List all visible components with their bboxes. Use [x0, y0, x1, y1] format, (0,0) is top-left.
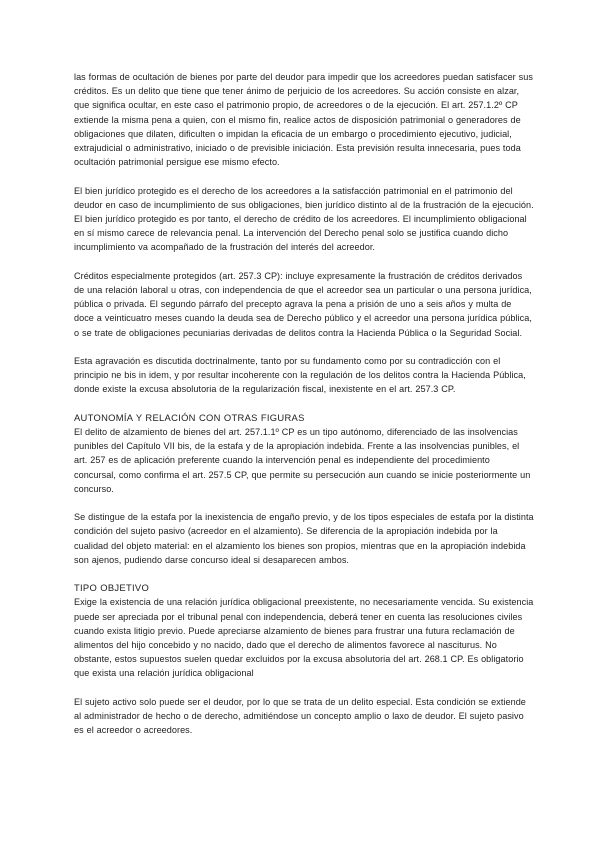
- document-page: [74, 70, 534, 752]
- paragraph-tipo-autonomo: El delito de alzamiento de bienes del art. 257.1.1º CP es un tipo autónomo, diferenciado de las insolvencias punibles del Capítulo VII bis, de la estafa y de la apropiación indebida. Frente a las insolvencias punibles, el art. 257 es de aplicación preferente cuando la intervención penal es independiente del procedimiento concursal, como confirma el art. 257.5 CP, que permite su persecución aun cuando se inicie posteriormente un concurso.: [74, 427, 531, 494]
- heading-tipo-objetivo: TIPO OBJETIVO: [74, 582, 150, 594]
- paragraph-ocultacion: las formas de ocultación de bienes por parte del deudor para impedir que los acreedores puedan satisfacer sus créditos. Es un delito que tiene que tener ánimo de perjuicio de los acreedores. Su acción consiste en alzar, que significa ocultar, en este caso el patrimonio propio, de acreedores o de la ejecución. El art. 257.1.2º CP extiende la misma pena a quien, con el mismo fin, realice actos de disposición patrimonial o generadores de obligaciones que dilaten, dificulten o impidan la eficacia de un embargo o procedimiento ejecutivo, judicial, extrajudicial o administrativo, iniciado o de previsible iniciación. Esta previsión resulta innecesaria, pues toda ocultación patrimonial persigue ese mismo efecto.: [74, 72, 533, 168]
- paragraph-distincion-estafa: Se distingue de la estafa por la inexistencia de engaño previo, y de los tipos especiales de estafa por la distinta condición del sujeto pasivo (acreedor en el alzamiento). Se diferencia de la apropiación indebida por la cualidad del objeto material: en el alzamiento los bienes son propios, mientras que en la apropiación indebida son ajenos, pudiendo darse concurso ideal si desaparecen ambos.: [74, 512, 534, 565]
- paragraph-bien-juridico: El bien jurídico protegido es el derecho de los acreedores a la satisfacción patrimonial en el patrimonio del deudor en caso de incumplimiento de sus obligaciones, bien jurídico distinto al de la frustración de la ejecución. El bien jurídico protegido es por tanto, el derecho de crédito de los acreedores. El incumplimiento obligacional en sí mismo carece de relevancia penal. La intervención del Derecho penal solo se justifica cuando dicho incumplimiento va acompañado de la frustración del interés del acreedor.: [74, 185, 534, 253]
- paragraph-creditos-protegidos: Créditos especialmente protegidos (art. 257.3 CP): incluye expresamente la frustración de créditos derivados de una relación laboral u otras, con independencia de que el acreedor sea un particular o una persona jurídica, pública o privada. El segundo párrafo del precepto agrava la pena a prisión de uno a seis años y multa de doce a veinticuatro meses cuando la deuda sea de Derecho público y el acreedor una persona jurídica pública, o se trate de obligaciones pecuniarias derivadas de delitos contra la Hacienda Pública o la Seguridad Social.: [74, 270, 532, 338]
- paragraph-agravacion: Esta agravación es discutida doctrinalmente, tanto por su fundamento como por su contradicción con el principio ne bis in idem, y por resultar incoherente con la regulación de los delitos contra la Hacienda Pública, donde existe la excusa absolutoria de la regularización fiscal, inexistente en el art. 257.3 CP.: [74, 356, 526, 395]
- heading-autonomia: AUTONOMÍA Y RELACIÓN CON OTRAS FIGURAS: [74, 411, 305, 423]
- paragraph-relacion-obligacional: Exige la existencia de una relación jurídica obligacional preexistente, no necesariamente vencida. Su existencia puede ser apreciada por el tribunal penal con independencia, deberá tener en cuenta las resoluciones civiles cuando exista litigio previo. Puede apreciarse alzamiento de bienes para frustrar una futura reclamación de alimentos del hijo concebido y no nacido, dado que el derecho de alimentos favorece al nasciturus. No obstante, estos supuestos suelen quedar excluidos por la excusa absolutoria del art. 268.1 CP. Es obligatorio que exista una relación jurídica obligacional: [74, 597, 534, 679]
- paragraph-sujeto-activo: El sujeto activo solo puede ser el deudor, por lo que se trata de un delito especial. Esta condición se extiende al administrador de hecho o de derecho, admitiéndose un concepto amplio o laxo de deudor. El sujeto pasivo es el acreedor o acreedores.: [74, 696, 526, 736]
